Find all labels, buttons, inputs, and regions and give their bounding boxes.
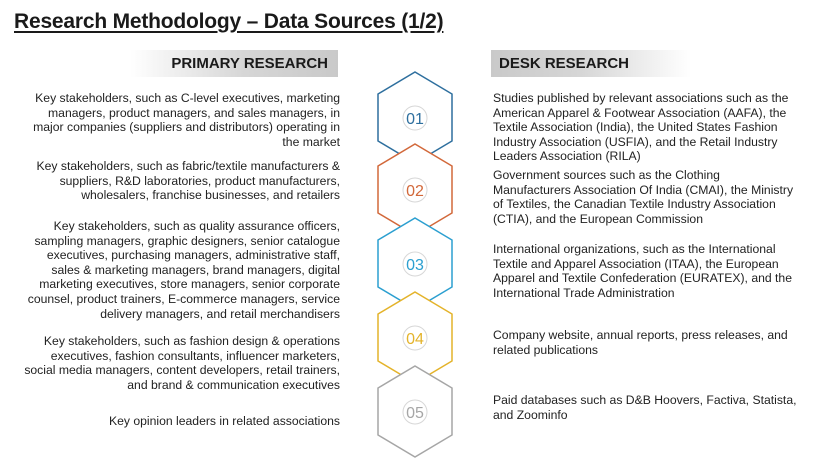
desk-research-item-3: International organizations, such as the International Textile and Apparel Association (ITAA), the European Apparel and Textile Confederation (EURATEX), and the International Trade Administration: [493, 242, 792, 300]
step-number-3: 03: [406, 257, 424, 274]
primary-research-item-2: Key stakeholders, such as fabric/textile manufacturers & suppliers, R&D laboratories, product manufacturers, wholesalers, franchise businesses, and retailers: [36, 159, 340, 203]
step-number-5: 05: [406, 405, 424, 422]
hexagon-step-5: [378, 366, 452, 457]
desk-research-item-5: Paid databases such as D&B Hoovers, Factiva, Statista, and Zoominfo: [493, 393, 797, 422]
primary-research-header: PRIMARY RESEARCH: [130, 50, 338, 77]
desk-research-item-1: Studies published by relevant associations such as the American Apparel & Footwear Association (AAFA), the Textile Association (India), the United States Fashion Industry Association (USFIA), and the Retail Industry Leaders Association (RILA): [493, 91, 789, 164]
primary-research-item-1: Key stakeholders, such as C-level executives, marketing managers, product managers, and sales managers, in major companies (suppliers and distributors) operating in the market: [33, 91, 340, 149]
desk-research-header: DESK RESEARCH: [491, 50, 691, 77]
primary-research-item-3: Key stakeholders, such as quality assurance officers, sampling managers, graphic designers, senior catalogue executives, purchasing managers, administrative staff, sales & marketing managers, brand managers, digital marketing executives, store managers, senior corporate counsel, product trainers, E-commerce managers, service delivery managers, and retail merchandisers: [27, 219, 340, 321]
primary-research-item-4: Key stakeholders, such as fashion design & operations executives, fashion consultants, influencer marketers, social media managers, content developers, retail trainers, and brand & communication executives: [24, 334, 340, 392]
desk-research-item-2: Government sources such as the Clothing Manufacturers Association Of India (CMAI), the Ministry of Textiles, the Canadian Textile Industry Association (CTIA), and the European Commission: [493, 168, 794, 226]
step-number-4: 04: [406, 331, 424, 348]
desk-research-item-4: Company website, annual reports, press releases, and related publications: [493, 328, 788, 357]
step-number-2: 02: [406, 183, 424, 200]
primary-research-item-5: Key opinion leaders in related associations: [108, 414, 340, 428]
page-title: Research Methodology – Data Sources (1/2): [14, 10, 444, 33]
step-number-1: 01: [406, 111, 424, 128]
